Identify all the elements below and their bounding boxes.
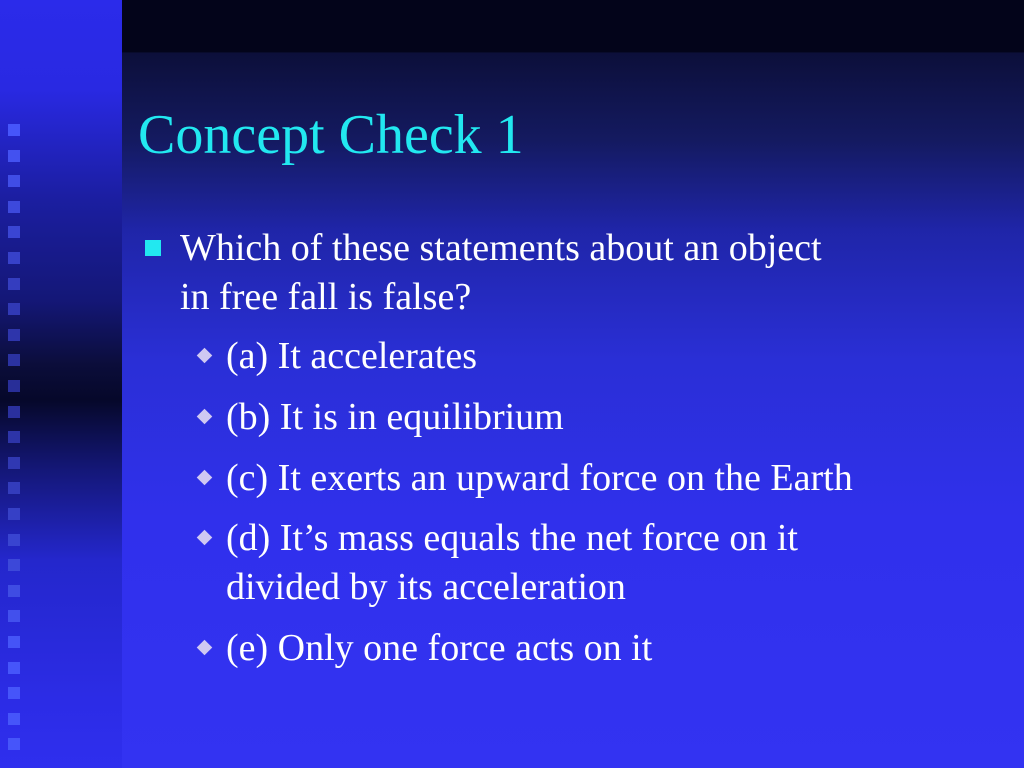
diamond-bullet-icon xyxy=(197,470,213,486)
diamond-bullet-icon xyxy=(197,348,213,364)
square-bullet-icon xyxy=(145,240,161,256)
slide-title: Concept Check 1 xyxy=(138,104,524,166)
option-c: (c) It exerts an upward force on the Earth xyxy=(226,457,853,499)
option-b: (b) It is in equilibrium xyxy=(226,396,564,438)
option-e: (e) Only one force acts on it xyxy=(226,627,653,669)
option-a: (a) It accelerates xyxy=(226,335,478,377)
diamond-bullet-icon xyxy=(197,530,213,546)
question-line-1: Which of these statements about an object xyxy=(180,227,822,269)
question-line-2: in free fall is false? xyxy=(180,276,472,318)
option-d-line-2: divided by its acceleration xyxy=(226,566,626,608)
diamond-bullet-icon xyxy=(197,409,213,425)
diamond-bullet-icon xyxy=(197,640,213,656)
option-d-line-1: (d) It’s mass equals the net force on it xyxy=(226,517,798,559)
